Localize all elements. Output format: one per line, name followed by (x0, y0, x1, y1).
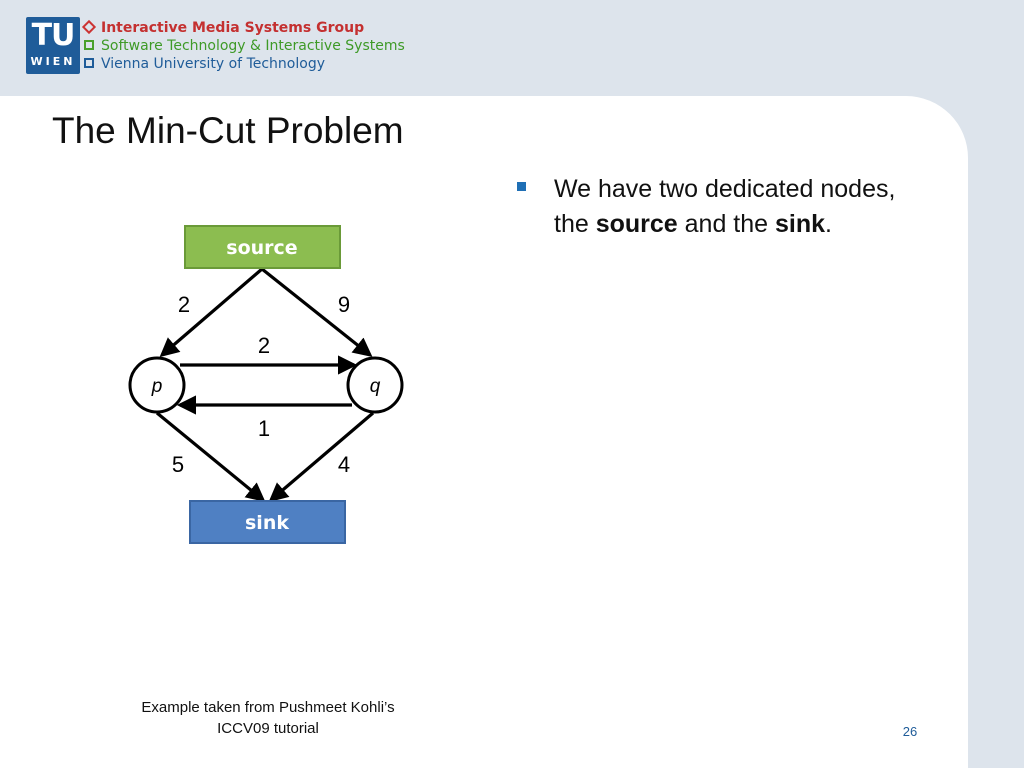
node-q-label: q (369, 376, 381, 397)
weight-p-sink: 5 (171, 452, 185, 477)
weight-q-sink: 4 (337, 452, 351, 477)
weight-p-q: 2 (257, 333, 271, 358)
slide-number: 26 (902, 724, 918, 739)
header-institute-name: Software Technology & Interactive Systems (101, 38, 405, 54)
weight-source-q: 9 (337, 292, 351, 317)
logo-tu-text: TU (31, 18, 75, 53)
source-node-label: source (226, 237, 298, 259)
edge-q-sink (271, 413, 373, 500)
header-university-name: Vienna University of Technology (101, 56, 325, 72)
logo-wien-text: WIEN (30, 55, 76, 68)
bullet-bold-source: source (595, 210, 678, 238)
sink-node-label: sink (245, 512, 289, 534)
bullet-part-3: . (825, 210, 832, 238)
caption-line-1: Example taken from Pushmeet Kohli’s (141, 699, 395, 716)
bullet-bold-sink: sink (775, 210, 826, 238)
slide-title: The Min-Cut Problem (52, 110, 404, 151)
header-group-name: Interactive Media Systems Group (101, 20, 365, 36)
example-caption (108, 697, 428, 739)
caption-line-2: ICCV09 tutorial (217, 720, 319, 737)
edge-source-q (262, 269, 370, 355)
bullet-part-2: and the (677, 210, 775, 238)
weight-q-p: 1 (257, 416, 271, 441)
weight-source-p: 2 (177, 292, 191, 317)
bullet-part-1: We have two dedicated nodes, the (554, 175, 896, 238)
node-p-label: p (151, 376, 163, 397)
